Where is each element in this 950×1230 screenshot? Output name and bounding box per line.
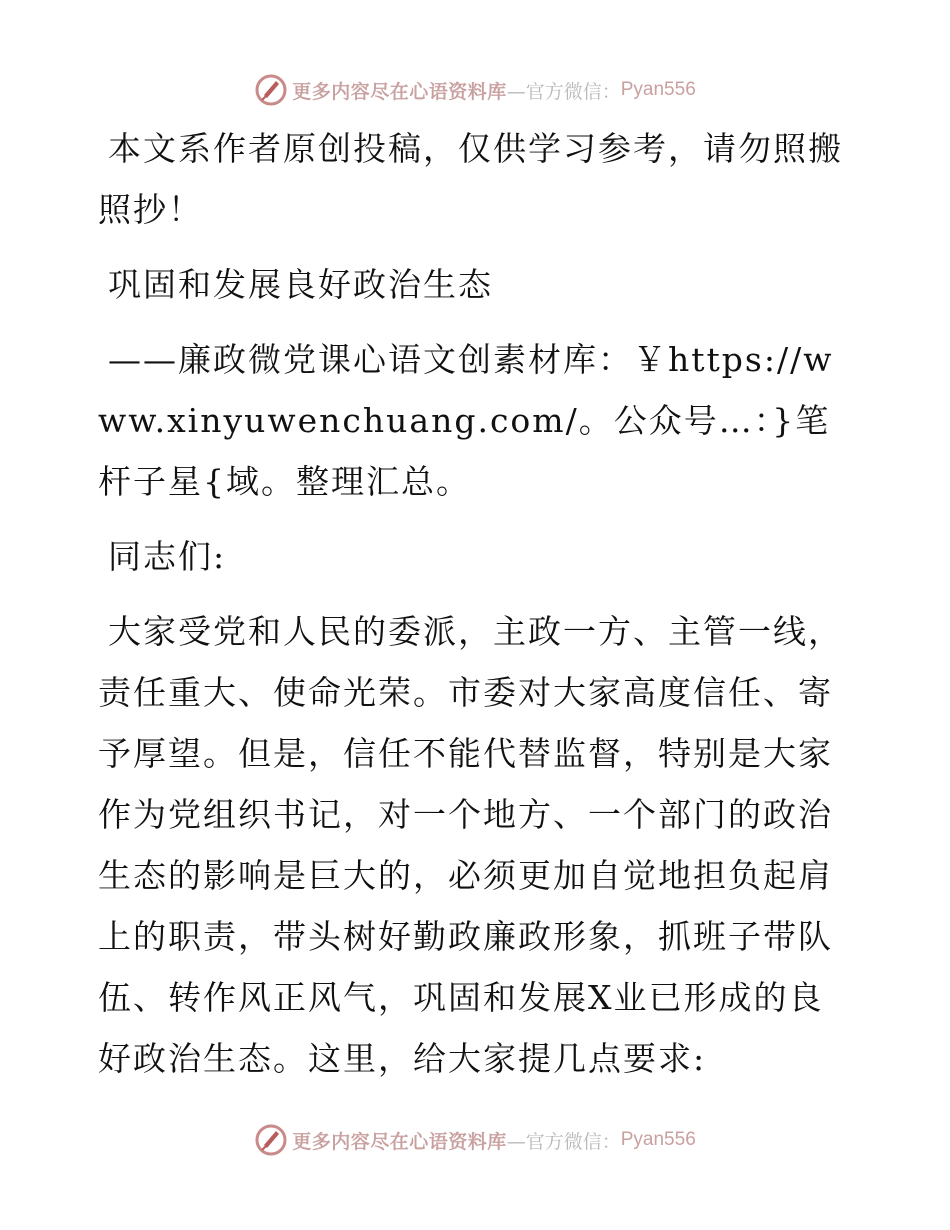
banner-wechat-id: Pyan556 <box>620 1129 696 1150</box>
brand-logo-icon <box>254 1123 288 1157</box>
source-note: ——廉政微党课心语文创素材库：￥https://www.xinyuwenchuang.com/。公众号…：}笔杆子星{域。整理汇总。 <box>98 340 834 501</box>
body-paragraph: 大家受党和人民的委派，主政一方、主管一线，责任重大、使命光荣。市委对大家高度信任、寄予厚望。但是，信任不能代替监督，特别是大家作为党组织书记，对一个地方、一个部门的政治生态的影响是巨大的，必须更加自觉地担负起肩上的职责，带头树好勤政廉政形象，抓班子带队伍、转作风正风气，巩固和发展X业已形成的良好政治生态。这里，给大家提几点要求: <box>98 612 843 1078</box>
banner-separator: —官方微信： <box>506 1130 621 1153</box>
banner-text: 更多内容尽在心语资料库 <box>292 1130 507 1153</box>
header-watermark <box>0 70 950 110</box>
banner-separator: —官方微信： <box>506 80 621 103</box>
document-body <box>98 118 858 1103</box>
document-title: 巩固和发展良好政治生态 <box>108 265 493 304</box>
copyright-notice: 本文系作者原创投稿，仅供学习参考，请勿照搬照抄！ <box>98 129 843 229</box>
brand-logo-icon <box>254 73 288 107</box>
footer-watermark <box>0 1120 950 1160</box>
banner-wechat-id: Pyan556 <box>620 79 696 100</box>
banner-text: 更多内容尽在心语资料库 <box>292 80 507 103</box>
salutation: 同志们: <box>108 537 227 576</box>
